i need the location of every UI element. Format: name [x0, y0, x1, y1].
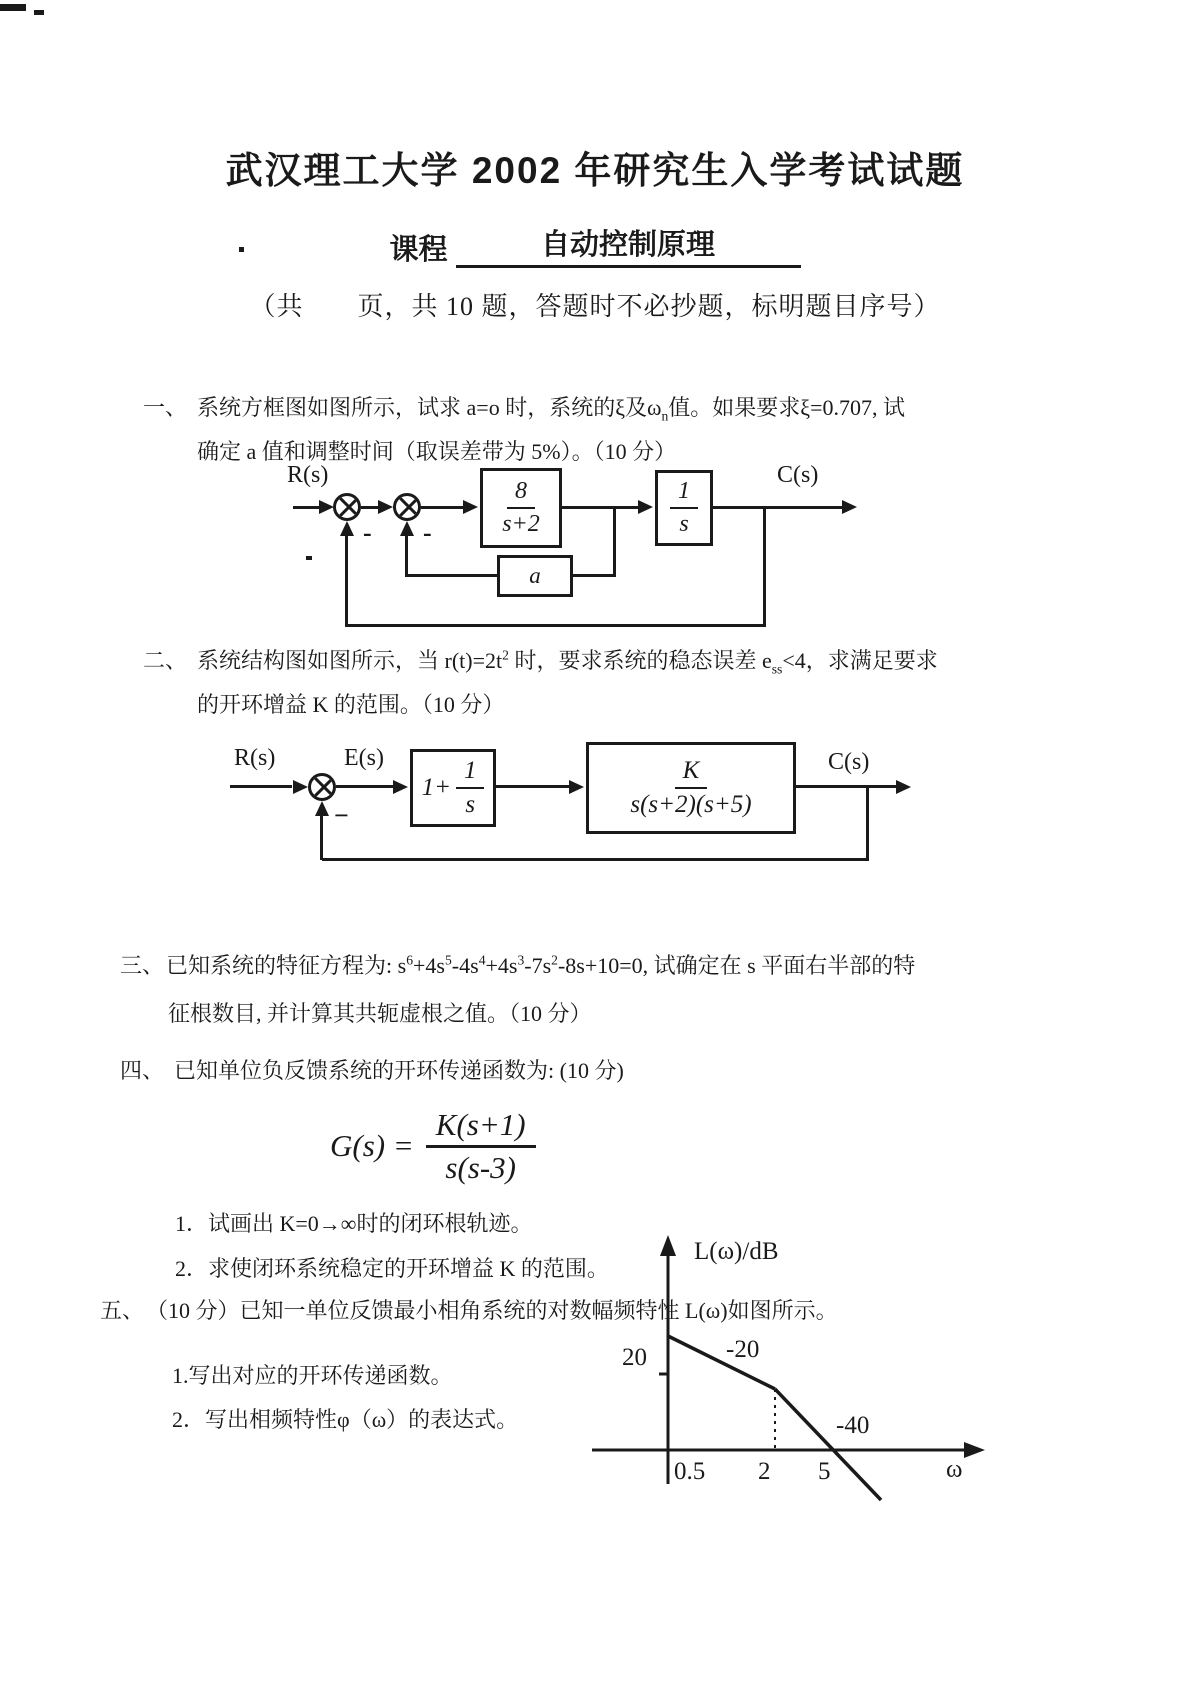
tap-line [866, 787, 869, 861]
question-text: 已知系统的特征方程为: $s^6+4s^5-4s^4+4s^3-7s^2-8s+10=0$, 试确定在 s 平面右半部的特 [166, 952, 916, 978]
question-number: 二、 [143, 648, 188, 673]
question-text: （10 分）已知一单位反馈最小相角系统的对数幅频特性 L(ω)如图所示。 [146, 1298, 838, 1323]
x-axis-label-omega: ω [946, 1456, 963, 1483]
question-4-line-1 [120, 1055, 624, 1087]
slope-label-minus40: -40 [836, 1412, 870, 1439]
question-number: 三、 [120, 953, 165, 978]
connector-line [496, 785, 570, 788]
x-tick-label-5: 5 [818, 1458, 831, 1485]
connector-line [336, 785, 394, 788]
transfer-block-a: a [497, 555, 573, 597]
transfer-block-8-over-s-plus-2: $\frac{8}{s+2}$ [480, 468, 562, 548]
question-text: 的开环增益 K 的范围。（10 分） [197, 692, 505, 717]
output-signal-label: C(s) [777, 462, 819, 488]
formula-denominator: s(s-3) [445, 1150, 516, 1186]
tap-line [763, 506, 766, 627]
question-1-line-1 [143, 392, 905, 424]
question-3-line-2 [168, 998, 592, 1030]
transfer-block-K-over-s-s2-s5: $\frac{K}{s(s+2)(s+5)}$ [586, 742, 796, 834]
connector-line [407, 574, 497, 577]
output-signal-label: C(s) [828, 749, 870, 775]
bode-plot-canvas [578, 1232, 1008, 1532]
arrowhead [400, 521, 414, 536]
question-number: 四、 [120, 1058, 165, 1083]
input-signal-label: R(s) [234, 745, 276, 771]
arrowhead [842, 500, 857, 514]
connector-line [562, 506, 638, 509]
question-number: 一、 [143, 395, 188, 420]
feedback-line [345, 534, 348, 627]
arrowhead [638, 500, 653, 514]
feedback-line [320, 814, 323, 860]
connector-line [713, 506, 843, 509]
y-tick-label: 20 [622, 1344, 647, 1371]
question-5-item-2: 2．写出相频特性φ（ω）的表达式。 [172, 1407, 519, 1432]
sum-junction-icon [333, 493, 361, 521]
question-text: 确定 a 值和调整时间（取误差带为 5%）。（10 分） [197, 439, 677, 464]
arrowhead [319, 500, 334, 514]
x-tick-label-2: 2 [758, 1458, 771, 1485]
error-signal-label: E(s) [344, 745, 384, 771]
feedback-line [347, 624, 766, 627]
input-signal-label: R(s) [287, 462, 329, 488]
question-text: 系统方框图如图所示，试求 a=o 时，系统的ξ及$\omega_n$值。如果要求ξ=0.707, 试 [197, 395, 906, 424]
scan-artifact [0, 4, 26, 11]
arrowhead [378, 500, 393, 514]
arrowhead [569, 780, 584, 794]
block-diagram-q2 [230, 737, 930, 872]
y-axis-label: L(ω)/dB [694, 1238, 779, 1265]
sum-junction-icon [393, 493, 421, 521]
course-value: 自动控制原理 [456, 222, 801, 268]
x-axis-arrowhead [964, 1442, 985, 1458]
question-text: 已知单位负反馈系统的开环传递函数为: (10 分) [174, 1058, 624, 1083]
arrowhead [340, 521, 354, 536]
question-4-item-2: 2．求使闭环系统稳定的开环增益 K 的范围。 [175, 1256, 609, 1281]
connector-line [421, 506, 465, 509]
connector-line [230, 785, 292, 788]
connector-line [573, 574, 616, 577]
sum-junction-icon [308, 773, 336, 801]
page-title: 武汉理工大学 2002 年研究生入学考试试题 [225, 150, 965, 191]
slope-label-minus20: -20 [726, 1336, 760, 1363]
question-3-line-1 [120, 950, 915, 982]
bode-magnitude-plot [578, 1232, 1008, 1532]
exam-note: （共 页，共 10 题，答题时不必抄题，标明题目序号） [249, 292, 941, 321]
arrowhead [896, 780, 911, 794]
feedback-line [405, 534, 408, 577]
minus-sign: − [334, 801, 349, 830]
transfer-block-1-plus-1-over-s: 1+ $\frac{1}{s}$ [410, 749, 496, 827]
formula-numerator: K(s+1) [426, 1106, 536, 1148]
block-diagram-q1 [285, 462, 870, 642]
course-line [0, 222, 1190, 268]
feedback-line [322, 858, 869, 861]
formula-lhs: G(s) = [330, 1128, 414, 1164]
question-text: 征根数目, 并计算其共轭虚根之值。（10 分） [168, 1001, 592, 1026]
arrowhead [293, 780, 308, 794]
scan-artifact [34, 10, 44, 15]
tap-line [613, 506, 616, 577]
minus-sign: - [363, 518, 372, 547]
question-text: 系统结构图如图所示，当 $r(t)=2t^2$ 时，要求系统的稳态误差 $e_{ss}<4$，求满足要求 [197, 647, 938, 677]
connector-line [796, 785, 898, 788]
transfer-block-1-over-s: $\frac{1}{s}$ [655, 470, 713, 546]
question-5-item-1: 1.写出对应的开环传递函数。 [172, 1363, 453, 1388]
arrowhead [393, 780, 408, 794]
x-tick-label-0-5: 0.5 [674, 1458, 706, 1485]
arrowhead [463, 500, 478, 514]
minus-sign: - [423, 518, 432, 547]
open-loop-transfer-function-formula [330, 1106, 536, 1186]
arrowhead [315, 801, 329, 816]
y-axis-arrowhead [660, 1235, 676, 1256]
question-4-item-1: 1．试画出 K=0→∞时的闭环根轨迹。 [175, 1211, 533, 1236]
course-label: 课程 [389, 234, 448, 266]
question-number: 五、 [100, 1298, 145, 1323]
question-2-line-2 [197, 689, 504, 721]
question-2-line-1 [143, 645, 938, 677]
